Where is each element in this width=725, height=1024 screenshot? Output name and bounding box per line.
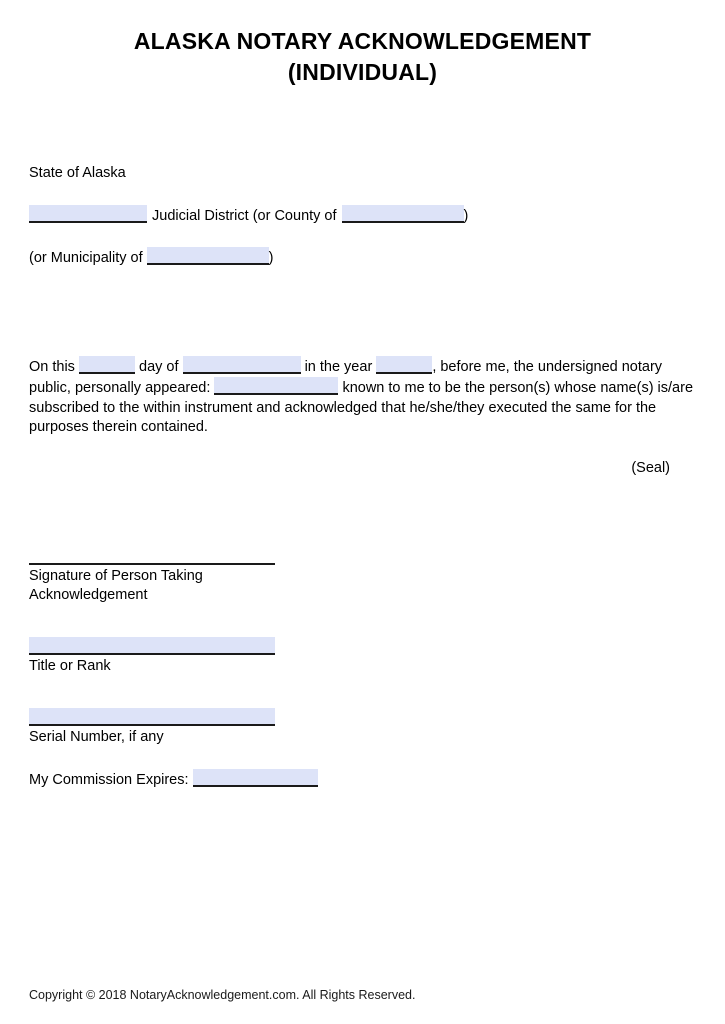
municipality-label: (or Municipality of (29, 250, 143, 266)
judicial-district-line (29, 205, 696, 227)
signature-line[interactable] (29, 563, 275, 565)
signature-caption (29, 567, 329, 605)
title-or-rank-input[interactable] (29, 637, 275, 655)
state-of-alaska-label: State of Alaska (29, 165, 126, 181)
judicial-district-input[interactable] (29, 205, 147, 223)
municipality-close-paren: ) (268, 250, 274, 266)
serial-number-input[interactable] (29, 708, 275, 726)
appeared-person-input[interactable] (214, 377, 338, 395)
before-me-label: , before me, the undersigned notary public, personally appeared: (29, 358, 663, 396)
page-title (29, 0, 696, 88)
commission-expires-input[interactable] (193, 769, 318, 787)
municipality-input[interactable] (147, 247, 269, 265)
footer-copyright: Copyright © 2018 NotaryAcknowledgement.com. All Rights Reserved. (29, 988, 416, 1002)
on-this-label: On this (29, 358, 75, 375)
seal-label: (Seal) (631, 459, 670, 476)
acknowledgement-paragraph (29, 356, 699, 438)
signature-block (29, 563, 696, 788)
serial-number-caption: Serial Number, if any (29, 728, 164, 745)
commission-expires-line (29, 769, 696, 788)
signature-caption-line-1: Signature of Person Taking (29, 567, 203, 584)
month-input[interactable] (183, 356, 301, 374)
judicial-district-label: Judicial District (or County of (152, 207, 337, 224)
spacer (29, 605, 696, 637)
signature-caption-line-2: Acknowledgement (29, 586, 148, 603)
county-input[interactable] (342, 205, 464, 223)
page-title-line-1: ALASKA NOTARY ACKNOWLEDGEMENT (133, 28, 592, 54)
district-close-paren: ) (463, 207, 469, 224)
title-or-rank-caption: Title or Rank (29, 657, 111, 674)
year-input[interactable] (376, 356, 432, 374)
day-of-label: day of (139, 358, 179, 375)
known-to-me-label: known to me to be the person(s) whose name(s) is/are subscribed to the within instrument and acknowledged that he/she/they executed the same for the purposes therein contained. (29, 380, 694, 435)
in-the-year-label: in the year (304, 358, 373, 375)
page-title-line-2: (INDIVIDUAL) (287, 59, 438, 85)
day-input[interactable] (79, 356, 135, 374)
spacer (29, 676, 696, 708)
commission-expires-label: My Commission Expires: (29, 771, 189, 788)
municipality-line (29, 247, 696, 269)
